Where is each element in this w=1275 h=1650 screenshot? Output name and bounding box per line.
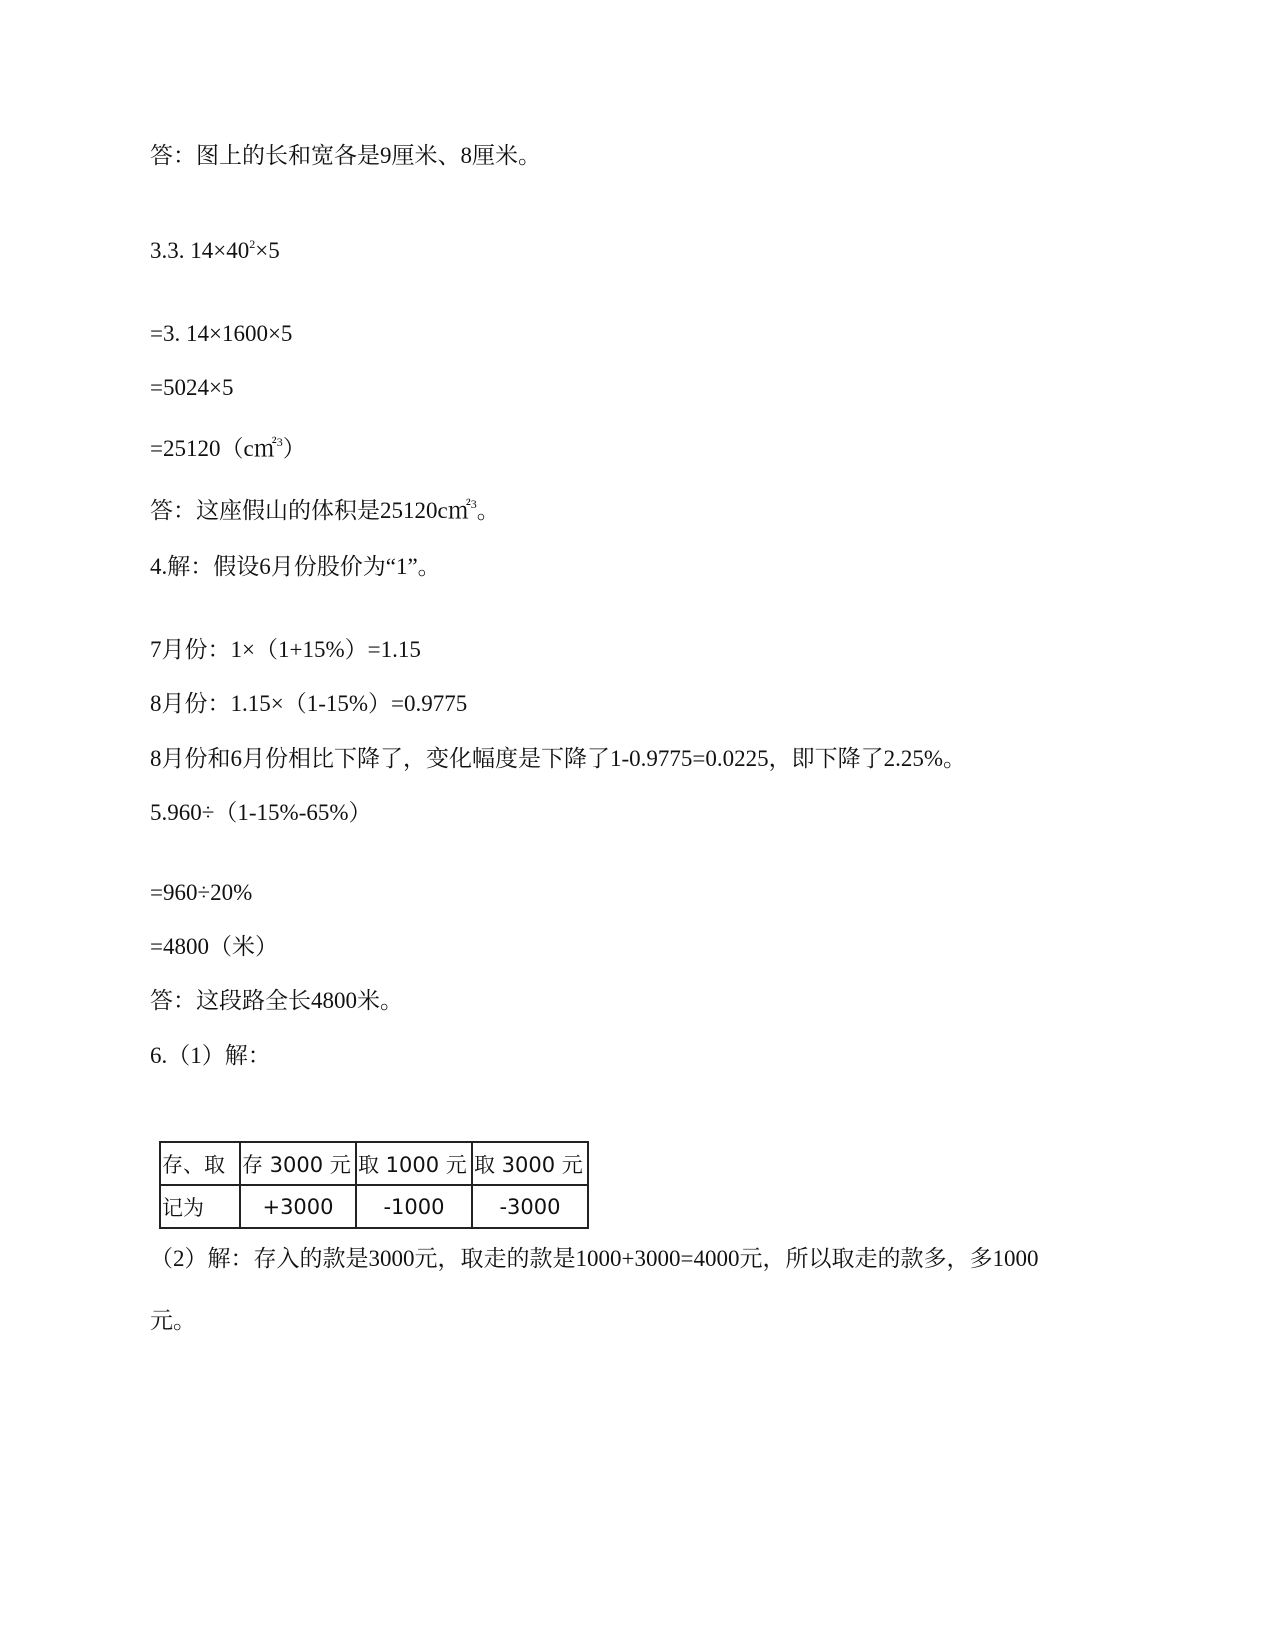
table-cell: 存 3000 元	[240, 1142, 356, 1185]
ans6-tail: 。	[476, 498, 500, 523]
answer-line-6	[150, 496, 500, 526]
equation-line-4: =5024×5	[150, 375, 234, 400]
solution-line-11: 5.960÷（1-15%-65%）	[150, 800, 372, 825]
solution-line-9: 8月份：1.15×（1-15%）=0.9775	[150, 691, 468, 716]
table-cell: 存、取	[160, 1142, 240, 1185]
table-cell: 取 3000 元	[472, 1142, 588, 1185]
eq2-base: 3.3. 14×40	[150, 238, 250, 263]
answer-line-1: 答：图上的长和宽各是9厘米、8厘米。	[150, 143, 541, 168]
table-header-row	[160, 1142, 588, 1185]
equation-line-2	[150, 236, 280, 266]
solution-line-12: =960÷20%	[150, 880, 253, 905]
solution-line-13: =4800（米）	[150, 934, 278, 959]
ans6-base: 答：这座假山的体积是25120c㎡	[150, 498, 471, 523]
equation-line-3: =3. 14×1600×5	[150, 321, 293, 346]
solution-line-10: 8月份和6月份相比下降了，变化幅度是下降了1-0.9775=0.0225，即下降了2.25%。	[150, 746, 967, 771]
table-cell: 记为	[160, 1185, 240, 1228]
solution-line-8: 7月份：1×（1+15%）=1.15	[150, 637, 421, 662]
answer-line-14: 答：这段路全长4800米。	[150, 988, 403, 1013]
ans6-sup: 3	[470, 497, 477, 511]
table-cell: -3000	[472, 1185, 588, 1228]
eq2-tail: ×5	[255, 238, 280, 263]
table-cell: 取 1000 元	[356, 1142, 472, 1185]
table-row	[160, 1185, 588, 1228]
solution-line-17: 元。	[150, 1308, 196, 1333]
eq5-sup: 3	[276, 435, 283, 449]
eq5-base: =25120（c㎡	[150, 436, 277, 461]
eq5-tail: ）	[282, 436, 306, 461]
equation-line-5	[150, 434, 306, 464]
table-cell: +3000	[240, 1185, 356, 1228]
solution-line-15: 6.（1）解：	[150, 1043, 271, 1068]
table-cell: -1000	[356, 1185, 472, 1228]
solution-line-7: 4.解：假设6月份股价为“1”。	[150, 554, 441, 579]
eq2-sup: 2	[249, 237, 256, 251]
deposit-withdraw-table	[159, 1141, 589, 1229]
solution-line-16: （2）解：存入的款是3000元，取走的款是1000+3000=4000元，所以取走的款多，多1000	[150, 1246, 1039, 1271]
